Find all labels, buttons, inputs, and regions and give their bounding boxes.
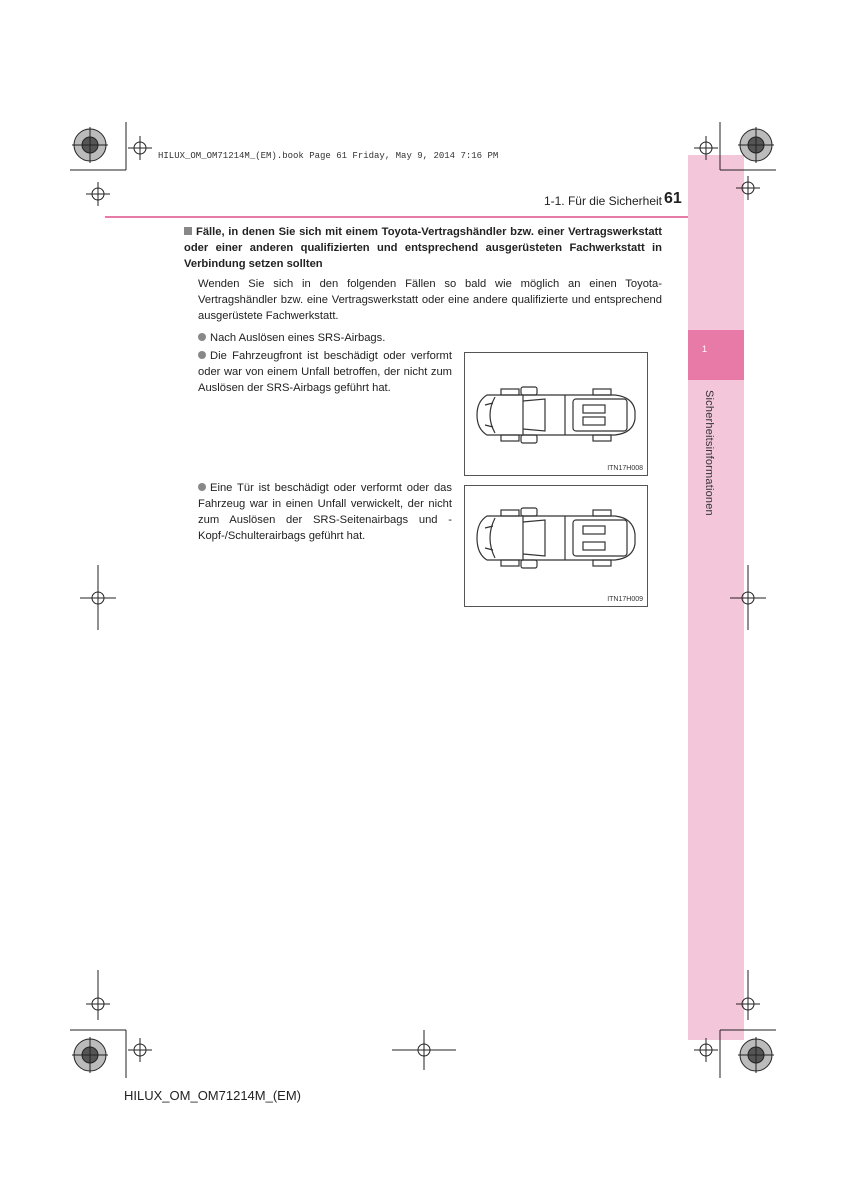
chapter-tab-title: Sicherheitsinformationen: [703, 390, 715, 516]
bullet-text: Die Fahrzeugfront ist beschädigt oder verformt oder war von einem Unfall betroffen, der nicht zum Auslösen der SRS-Airbags geführt hat.: [198, 350, 452, 394]
bullet-text: Nach Auslösen eines SRS-Airbags.: [210, 332, 386, 344]
print-meta-line: HILUX_OM_OM71214M_(EM).book Page 61 Friday, May 9, 2014 7:16 PM: [158, 151, 499, 161]
figure-code: ITN17H008: [607, 465, 643, 472]
bullet-text: Eine Tür ist beschädigt oder verformt oder das Fahrzeug war in einen Unfall verwickelt, der nicht zum Auslösen der SRS-Seitenairbags und -Kopf-/Schulterairbags geführt hat.: [198, 482, 452, 542]
section-title: 1-1. Für die Sicherheit: [543, 194, 662, 208]
intro-paragraph: Wenden Sie sich in den folgenden Fällen so bald wie möglich an einen Toyota-Vertragshändler bzw. eine Vertragswerkstatt oder eine andere qualifizierte und entsprechend ausgerüstete Fachwerkstatt.: [198, 278, 662, 322]
section-heading-text: Fälle, in denen Sie sich mit einem Toyota-Vertragshändler bzw. einer Vertragswerkstatt oder einer anderen qualifizierten und entsprechend ausgerüsteten Fachwerkstatt in Verbindung setzen sollten: [184, 226, 662, 270]
figure-code: ITN17H009: [607, 596, 643, 603]
footer-doc-id: HILUX_OM_OM71214M_(EM): [124, 1088, 301, 1103]
chapter-tab-number: 1: [702, 344, 708, 354]
page-number: 61: [664, 190, 682, 207]
